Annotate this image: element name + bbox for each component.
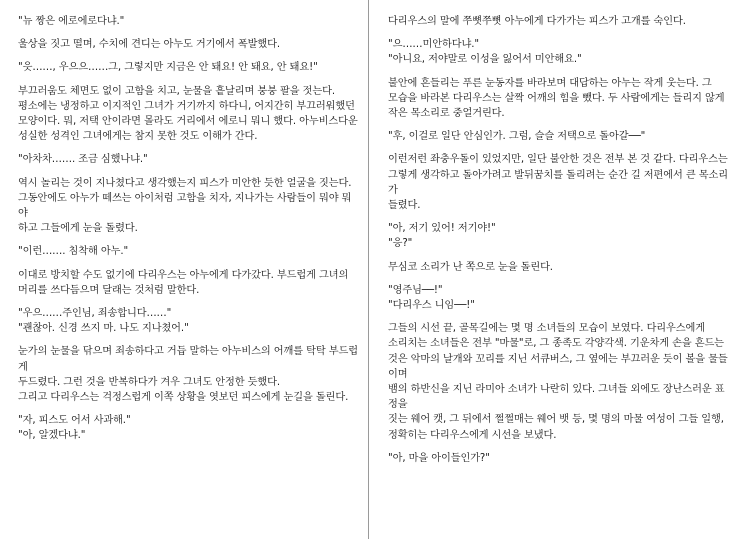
left-paragraph-3: "읏……, 우으으……그, 그렇지만 지금은 안 돼요! 안 돼요, 안 돼요!" — [18, 62, 318, 74]
right-paragraph-5: 이런저런 좌충우돌이 있었지만, 일단 불안한 것은 전부 본 것 같다. 다리우스는 그렇게 생각하고 돌아가려고 발뒤꿈치를 돌리려는 순간 길 저편에서 큰 목소리가 들렸다. — [388, 154, 728, 212]
left-paragraph-2: 울상을 짓고 떨며, 수치에 견디는 아누도 거기에서 폭발했다. — [18, 39, 281, 51]
left-paragraph-1: "뉴 짱은 에로에로다냐." — [18, 16, 125, 27]
left-paragraph-10: 눈가의 눈물을 닦으며 죄송하다고 거듭 말하는 아누비스의 어깨를 탁탁 부드럽게 두드렸다. 그런 것을 반복하다가 겨우 그녀도 안정한 듯했다. 그리고 다리우스는 걱정스럽게 이쪽 상황을 엿보던 피스에게 눈길을 돌린다. — [18, 346, 358, 404]
right-paragraph-8: "영주님──!" "다리우스 니임──!" — [388, 284, 475, 312]
left-paragraph-9: "우으……주인님, 죄송합니다……" "괜찮아. 신경 쓰지 마. 나도 지나쳤어." — [18, 308, 189, 335]
right-paragraph-3: 불안에 흔들리는 푸른 눈동자를 바라보며 대답하는 아누는 작게 웃는다. 그 모습을 바라본 다리우스는 살짝 어깨의 힘을 뺐다. 두 사람에게는 들리지 않게 작은 목소리로 중얼거린다. — [388, 77, 725, 120]
right-paragraph-7: 무심코 소리가 난 쪽으로 눈을 돌린다. — [388, 261, 553, 273]
left-paragraph-6: 역시 놀리는 것이 지나쳤다고 생각했는지 피스가 미안한 듯한 얼굴을 짓는다. 그동안에도 아누가 떼쓰는 아이처럼 고함을 치자, 지나가는 사람들이 뭐야 뭐야 하고 그들에게 눈을 돌렸다. — [18, 177, 352, 235]
right-paragraph-10: "아, 마을 아이들인가?" — [388, 452, 490, 464]
left-paragraph-11: "자, 피스도 어서 사과해." "아, 알겠다냐." — [18, 415, 131, 442]
right-paragraph-9: 그들의 시선 끝, 골목길에는 몇 명 소녀들의 모습이 보였다. 다리우스에게 소리치는 소녀들은 전부 "마물"로, 그 종족도 각양각색. 기운차게 손을 흔드는 것은 악마의 날개와 꼬리를 지닌 서큐버스, 그 옆에는 부끄러운 듯이 볼을 물들이며 뱀의 하반신을 지닌 라미아 소녀가 나란히 있다. 그녀들 외에도 장난스러운 표정을 짓는 웨어 캣, 그 뒤에서 쩔쩔매는 웨어 뱃 등, 몇 명의 마물 여성이 그들 일행, 정확히는 다리우스에게 시선을 보냈다. — [388, 323, 728, 441]
left-paragraph-8: 이대로 방치할 수도 없기에 다리우스는 아누에게 다가갔다. 부드럽게 그녀의 머리를 쓰다듬으며 달래는 것처럼 말한다. — [18, 269, 349, 296]
left-paragraph-7: "이런……. 침착해 아누." — [18, 246, 129, 258]
right-paragraph-1: 다리우스의 말에 쭈뼛쭈뼛 아누에게 다가가는 피스가 고개를 숙인다. — [388, 16, 686, 27]
right-page — [370, 0, 736, 539]
right-paragraph-2: "으……미안하다냐." "아니요, 저야말로 이성을 잃어서 미안해요." — [388, 39, 582, 66]
left-paragraph-4: 부끄러움도 체면도 없이 고함을 치고, 눈물을 흩날리며 붕붕 팔을 젓는다. 평소에는 냉정하고 이지적인 그녀가 거기까지 하다니, 어지간히 부끄러워했던 모양이다. 뭐, 저택 안이라면 몰라도 거리에서 에로니 뭐니 했다. 아누비스다운 성실한 성격인 그녀에게는 참지 못한 것도 이해가 간다. — [18, 85, 358, 143]
right-paragraph-6: "아, 저기 있어! 저기야!" "응?" — [388, 223, 496, 250]
right-paragraph-4: "후, 이걸로 일단 안심인가. 그럼, 슬슬 저택으로 돌아갈──" — [388, 131, 646, 143]
page-divider — [368, 0, 369, 539]
left-paragraph-5: "아차차……. 조금 심했나냐." — [18, 154, 148, 166]
